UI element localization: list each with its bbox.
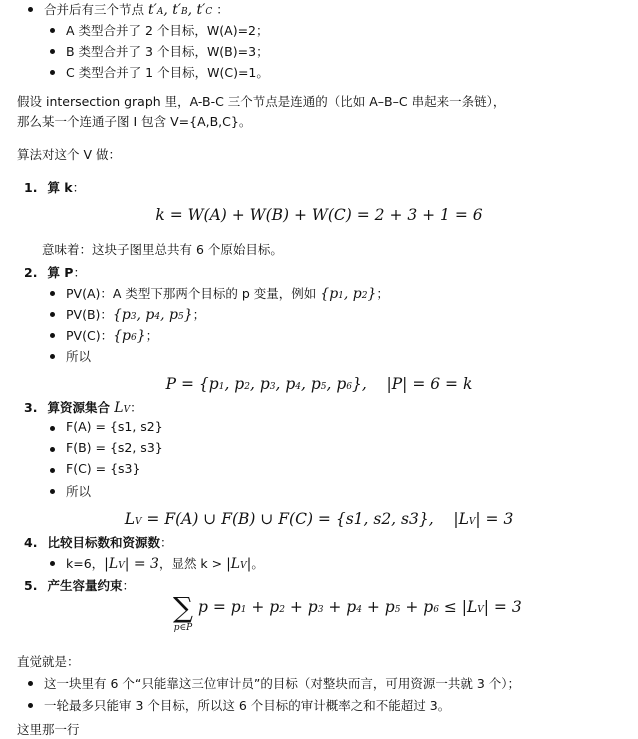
- merge-item-c-text: C 类型合并了 1 个目标，W(C)=1。: [66, 65, 269, 80]
- step-2-number: 2.: [24, 265, 38, 280]
- paragraph-algorithm: 算法对这个 V 做：: [17, 147, 121, 162]
- f-c-text: F(C) = {s3}: [66, 461, 141, 476]
- step-1-note: 意味着：这块子图里总共有 6 个原始目标。: [42, 242, 283, 257]
- step-2-title: 算 P: [47, 265, 74, 280]
- step-4-colon: ：: [159, 535, 173, 550]
- intuition-title: 直觉就是：: [17, 654, 80, 669]
- paragraph-intersection-line1: 假设 intersection graph 里，A-B-C 三个节点是连通的（比如 A–B–C 串起来一条链），: [17, 94, 506, 109]
- step-3-colon: ：: [130, 400, 143, 415]
- step-4-heading: [24, 533, 172, 551]
- f-so-item: [66, 482, 91, 500]
- step-3-number: 3.: [24, 400, 38, 415]
- pv-so-item: [66, 347, 91, 365]
- merge-item-a: [66, 21, 269, 39]
- merged-nodes-math: t′A, t′B, t′C: [148, 2, 213, 18]
- step-5-title: 产生容量约束: [47, 578, 123, 593]
- intuition-item-1-text: 这一块里有 6 个“只能靠这三位审计员”的目标（对整块而言，可用资源一共就 3 个）；: [44, 676, 521, 691]
- merge-item-c: [66, 63, 269, 81]
- pv-a-text: PV(A)：A 类型下那两个目标的 p 变量，例如 {p1, p2}；: [66, 286, 389, 302]
- step-3-title: 算资源集合 LV: [47, 400, 131, 416]
- pv-b-text: PV(B)：{p3, p4, p5}；: [66, 307, 206, 323]
- intuition-item-1: [44, 674, 520, 692]
- step-5-heading: [24, 576, 135, 594]
- merged-nodes-suffix: ：: [216, 2, 229, 17]
- compare-item: [66, 554, 264, 572]
- merged-nodes-bullet: [44, 0, 229, 18]
- step-4-number: 4.: [24, 535, 38, 550]
- sum-symbol: ∑ $^{p\in P}$: [173, 591, 193, 633]
- pv-so-text: 所以: [66, 349, 92, 364]
- intuition-item-2: [44, 696, 450, 714]
- formula-capacity: ∑ $^{p\in P}$ p = p1 + p2 + p3 + p4 + p5 + p6 ≤ |LV| = 3: [172, 598, 522, 616]
- formula-lv: LV = F(A) ∪ F(B) ∪ F(C) = {s1, s2, s3}, |LV| = 3: [124, 510, 514, 528]
- step-4-title: 比较目标数和资源数: [47, 535, 160, 550]
- step-1-heading: [24, 178, 85, 196]
- step-5-number: 5.: [24, 578, 38, 593]
- intuition-item-2-text: 一轮最多只能审 3 个目标，所以这 6 个目标的审计概率之和不能超过 3。: [44, 698, 451, 713]
- merged-nodes-text: 合并后有三个节点: [44, 2, 145, 17]
- step-1-colon: ：: [72, 180, 86, 195]
- paragraph-intersection-line2: 那么某一个连通子图 I 包含 V={A,B,C}。: [17, 114, 252, 129]
- tail-text: 这里那一行: [17, 722, 80, 737]
- pv-a-item: [66, 284, 389, 302]
- merge-item-a-text: A 类型合并了 2 个目标，W(A)=2；: [66, 23, 269, 38]
- merge-item-b-text: B 类型合并了 3 个目标，W(B)=3；: [66, 44, 269, 59]
- step-3-heading: [24, 398, 143, 416]
- f-c-item: [66, 461, 140, 476]
- step-5-colon: ：: [122, 578, 135, 593]
- f-a-item: [66, 419, 163, 434]
- pv-c-text: PV(C)：{p6}；: [66, 328, 159, 344]
- step-1-title: 算 k: [47, 180, 73, 195]
- pv-b-item: [66, 305, 205, 323]
- step-2-heading: [24, 263, 86, 281]
- f-b-item: [66, 440, 163, 455]
- f-a-text: F(A) = {s1, s2}: [66, 419, 163, 434]
- pv-c-item: [66, 326, 158, 344]
- merge-item-b: [66, 42, 269, 60]
- f-so-text: 所以: [66, 484, 92, 499]
- step-2-colon: ：: [73, 265, 86, 280]
- formula-p: P = {p1, p2, p3, p4, p5, p6}, |P| = 6 = k: [165, 375, 473, 393]
- formula-k: k = W(A) + W(B) + W(C) = 2 + 3 + 1 = 6: [155, 206, 483, 224]
- step-1-number: 1.: [24, 180, 38, 195]
- f-b-text: F(B) = {s2, s3}: [66, 440, 163, 455]
- compare-text: k=6，|LV| = 3，显然 k > |LV|。: [66, 556, 264, 572]
